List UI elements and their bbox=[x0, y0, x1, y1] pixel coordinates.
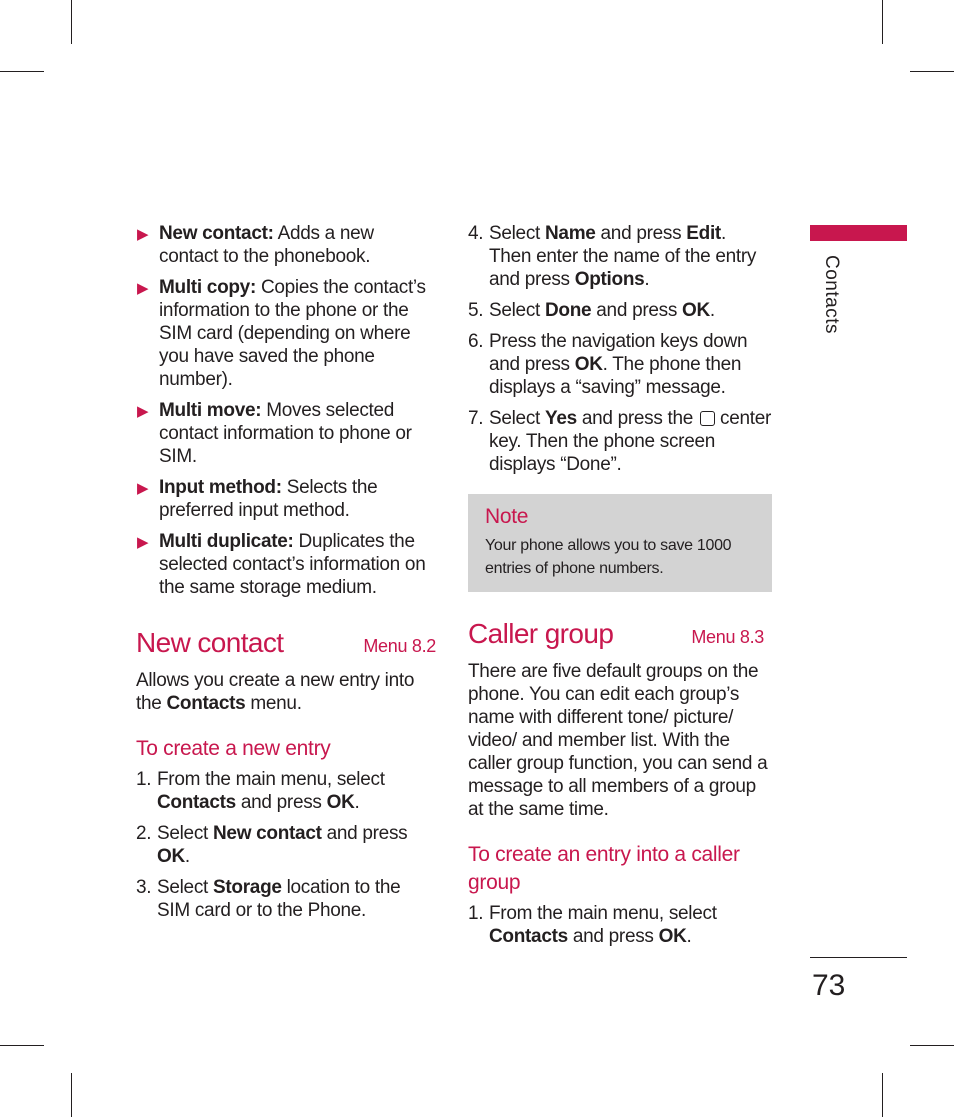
crop-mark bbox=[910, 71, 954, 72]
chapter-tab bbox=[810, 225, 907, 241]
subheading: To create a new entry bbox=[136, 737, 331, 760]
step-item: 6. Press the navigation keys down and press OK. The phone then displays a “saving” message. bbox=[468, 331, 748, 398]
bullet-item: ▶ Multi copy: Copies the contact’s information to the phone or the SIM card (depending on where you have saved the phone number). bbox=[137, 277, 426, 390]
step-item: 7. Select Yes and press the center key. Then the phone screen displays “Done”. bbox=[468, 408, 772, 475]
page-number-rule bbox=[810, 957, 907, 958]
note-box bbox=[468, 494, 772, 592]
section-heading-caller-group bbox=[468, 618, 772, 650]
step-item: 5. Select Done and press OK. bbox=[468, 300, 715, 321]
section-title: Caller group bbox=[468, 618, 614, 649]
center-key-icon bbox=[700, 411, 715, 426]
step-item: 3. Select Storage location to the SIM card or to the Phone. bbox=[136, 877, 401, 921]
left-column bbox=[136, 222, 436, 930]
section-title: New contact bbox=[136, 627, 284, 658]
bullet-item: ▶ Multi duplicate: Duplicates the selected contact’s information on the same storage medium. bbox=[137, 531, 426, 598]
right-column bbox=[468, 222, 772, 956]
triangle-right-icon: ▶ bbox=[137, 403, 149, 420]
step-item: 1. From the main menu, select Contacts and press OK. bbox=[468, 903, 717, 947]
triangle-right-icon: ▶ bbox=[137, 534, 149, 551]
section-intro: There are five default groups on the phone. You can edit each group’s name with different tone/ picture/ video/ and member list. With the caller group function, you can send a message to all members of a group at the same time. bbox=[468, 661, 768, 820]
note-title: Note bbox=[485, 505, 529, 528]
crop-mark bbox=[882, 0, 883, 44]
page-number: 73 bbox=[812, 969, 846, 1002]
step-item: 1. From the main menu, select Contacts and press OK. bbox=[136, 769, 385, 813]
triangle-right-icon: ▶ bbox=[137, 480, 149, 497]
crop-mark bbox=[0, 1045, 44, 1046]
triangle-right-icon: ▶ bbox=[137, 226, 149, 243]
crop-mark bbox=[71, 0, 72, 44]
triangle-right-icon: ▶ bbox=[137, 280, 149, 297]
step-item: 2. Select New contact and press OK. bbox=[136, 823, 408, 867]
menu-reference: Menu 8.2 bbox=[363, 636, 436, 656]
chapter-label: Contacts bbox=[821, 255, 842, 334]
subheading: To create an entry into a caller group bbox=[468, 843, 740, 894]
section-intro: Allows you create a new entry into the Contacts menu. bbox=[136, 670, 415, 714]
crop-mark bbox=[882, 1073, 883, 1117]
crop-mark bbox=[0, 71, 44, 72]
note-body: Your phone allows you to save 1000 entries of phone numbers. bbox=[485, 537, 732, 577]
bullet-item: ▶ Multi move: Moves selected contact information to phone or SIM. bbox=[137, 400, 412, 467]
bullet-item: ▶ Input method: Selects the preferred input method. bbox=[137, 477, 378, 521]
section-heading-new-contact bbox=[136, 627, 436, 659]
crop-mark bbox=[71, 1073, 72, 1117]
step-item: 4. Select Name and press Edit. Then enter the name of the entry and press Options. bbox=[468, 223, 757, 290]
menu-reference: Menu 8.3 bbox=[691, 627, 764, 647]
bullet-item: ▶ New contact: Adds a new contact to the phonebook. bbox=[137, 223, 374, 267]
crop-mark bbox=[910, 1045, 954, 1046]
